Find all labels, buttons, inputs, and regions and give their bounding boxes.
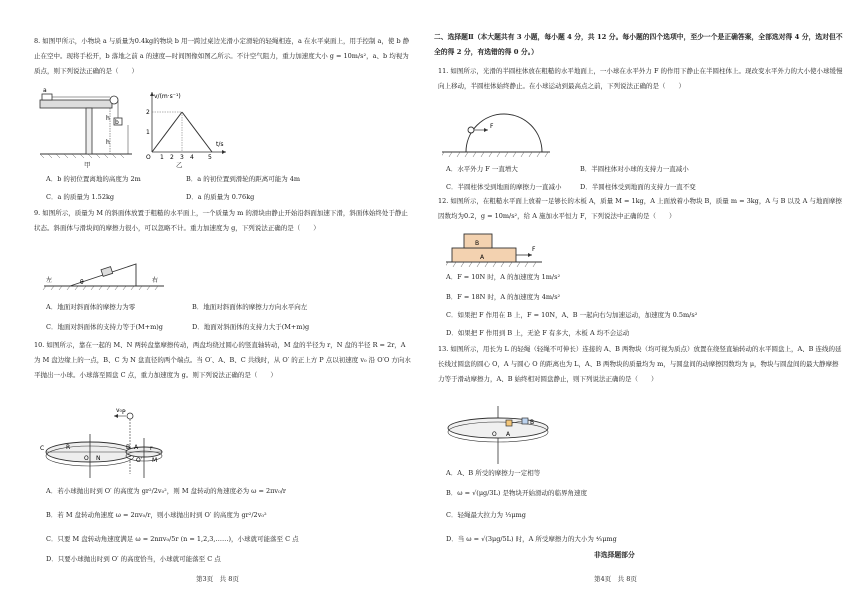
q12-option-b[interactable]: B．F = 18N 时，A 的加速度为 4m/s²: [446, 293, 561, 301]
x-tick-1: 1: [160, 154, 164, 160]
label-left: 左: [46, 277, 53, 284]
q8-option-d[interactable]: D．a 的质量为 0.76kg: [186, 193, 255, 201]
question-8-figure-apparatus: [36, 86, 136, 158]
origin-label: O: [146, 154, 151, 160]
q12-option-c[interactable]: C．如果把 F 作用在 B 上，F = 10N，A、B 一起向右匀加速运动，加速度为 0.5m/s²: [446, 311, 698, 319]
label-right: 右: [152, 277, 159, 284]
q11-option-c[interactable]: C．半圆柱体受到地面的摩擦力一直减小: [446, 183, 562, 191]
label-r-big: R: [66, 444, 71, 451]
q12-option-a[interactable]: A．F = 10N 时，A 的加速度为 1m/s²: [446, 273, 561, 281]
q13-option-a[interactable]: A．A、B 所受的摩擦力一定相等: [446, 469, 541, 477]
q8-option-c[interactable]: C．a 的质量为 1.52kg: [46, 193, 115, 201]
half-cylinder: [466, 114, 542, 152]
point-p: [127, 413, 133, 419]
label-p: P: [122, 409, 126, 416]
label-force-f: F: [490, 123, 494, 130]
label-o: O: [84, 455, 89, 462]
label-r-small: r: [150, 445, 153, 452]
block-a: [506, 420, 512, 426]
label-theta: θ: [80, 279, 84, 286]
figure-label-jia: 甲: [84, 161, 91, 169]
v-axis-label: v/(m·s⁻¹): [154, 93, 181, 100]
q11-option-a[interactable]: A．水平外力 F 一直增大: [446, 165, 518, 173]
q9-option-b[interactable]: B．地面对斜面体的摩擦力方向水平向左: [192, 303, 308, 311]
label-a: A: [480, 254, 485, 261]
q9-option-d[interactable]: D．地面对斜面体的支持力大于(M+m)g: [192, 323, 310, 331]
t-axis-label: t/s: [216, 141, 224, 148]
q12-option-d[interactable]: D．如果把 F 作用到 B 上，无论 F 有多大，木板 A 均不会运动: [446, 329, 630, 337]
label-m: M: [152, 457, 158, 464]
question-12-stem: 12. 如图所示，在粗糙水平面上放着一足够长的木板 A，质量 M = 1kg，A 上面放着小物块 B，质量 m = 3kg，A 与 B 以及 A 与地面摩擦因数均为0.2，g = 10m/s²，给 A 施加水平恒力 F，下列说法中正确的是（ ）: [438, 197, 842, 220]
question-13-turntable-figure: [444, 406, 556, 466]
x-tick-4: 4: [190, 154, 194, 160]
question-9-stem: 9. 如图所示，质量为 M 的斜面体放置于粗糙的水平面上，一个质量为 m 的滑块由静止开始沿斜面加速下滑，斜面体始终处于静止状态。斜面体与滑块间的摩擦力很小，可以忽略不计。重力加速度为 g，下列说法正确的是（ ）: [34, 209, 408, 232]
q10-option-b[interactable]: B．若 M 盘转动角速度 ω = 2πv₀/r，则小球抛出时到 O′ 的高度为 gr²/2v₀²: [46, 511, 267, 519]
x-tick-2: 2: [170, 154, 174, 160]
label-n: N: [96, 455, 101, 462]
q8-option-a[interactable]: A．b 的初位置离地的高度为 2m: [46, 175, 141, 183]
q10-option-a[interactable]: A．若小球抛出时到 O′ 的高度为 gr²/2v₀²，则 M 盘转动的角速度必为 ω = 2πv₀/r: [46, 487, 286, 495]
table-top: [40, 100, 112, 108]
label-o: O: [492, 431, 497, 438]
label-a: a: [43, 87, 47, 94]
table-leg: [86, 108, 92, 154]
q9-option-a[interactable]: A．地面对斜面体的摩擦力为零: [46, 303, 136, 311]
q10-option-d[interactable]: D．只要小球抛出时到 O′ 的高度恰当，小球就可能落至 C 点: [46, 555, 221, 563]
question-8-stem: 8. 如图甲所示，小物块 a 与质量为0.4kg的物块 b 用一跨过桌边光滑小定滑轮的轻绳相连，a 在水平桌面上，用手控制 a，使 b 静止在空中。现将手松开，b 落地之前 a 的速度—时间图像如图乙所示。不计空气阻力，重力加速度大小 g = 10m/s²，a、b 均视为质点，则下列说法正确的是（ ）: [34, 37, 410, 75]
q11-option-d[interactable]: D．半圆柱体受到地面的支持力一直不变: [580, 183, 696, 191]
y-tick-1: 1: [146, 129, 150, 136]
exam-page-4: [430, 0, 860, 608]
label-b: B: [530, 419, 535, 426]
question-11-stem: 11. 如图所示，光滑的半圆柱体放在粗糙的水平地面上，一小球在水平外力 F 的作用下静止在半圆柱体上。现改变水平外力的大小使小球缓慢向上移动，半圆柱体始终静止。在小球运动到最高点之前，下列说法正确的是（ ）: [438, 67, 843, 90]
question-10-discs-figure: [40, 408, 170, 480]
small-ball: [468, 127, 474, 133]
label-b: B: [475, 240, 480, 247]
page-footer-4: 第4页 共 8页: [594, 575, 637, 583]
label-h-lower: h: [106, 139, 110, 146]
label-force-f: F: [532, 246, 536, 253]
page-footer-3: 第3页 共 8页: [196, 575, 239, 583]
question-12-blocks-figure: [446, 228, 546, 270]
label-c: C: [40, 445, 45, 452]
block-a: [42, 94, 52, 100]
figure-label-yi: 乙: [176, 161, 183, 169]
x-tick-5: 5: [208, 154, 212, 160]
q8-option-b[interactable]: B．a 的初位置到滑轮的距离可能为 4m: [186, 175, 301, 183]
question-11-half-cylinder-figure: [442, 110, 552, 160]
q13-option-b[interactable]: B．ω = √(μg/3L) 是物块开始滑动的临界角速度: [446, 489, 587, 497]
non-choice-part-title: 非选择题部分: [594, 551, 635, 559]
block-b: [522, 418, 528, 424]
label-a: A: [506, 431, 511, 438]
label-v0: v₀: [116, 408, 122, 414]
question-9-incline-figure: [40, 254, 170, 294]
q13-option-d[interactable]: D．当 ω = √(3μg/5L) 时，A 所受摩擦力的大小为 ⁴⁄₅μmg: [446, 535, 617, 543]
question-13-stem: 13. 如图所示，用长为 L 的轻绳（轻绳不可伸长）连接的 A、B 两物块（均可视为质点）放置在绕竖直轴转动的水平圆盘上，A、B 连线的延长线过圆盘的圆心 O，A 与圆心 O 的距离也为 L，A、B 两物块的质量均为 m，与圆盘间的动摩擦因数均为 μ，物块与圆盘间的最大静摩擦力等于滑动摩擦力，A、B 始终相对圆盘静止，则下列说法正确的是（ ）: [438, 345, 842, 383]
label-o-prime: O′: [136, 457, 143, 464]
question-10-stem: 10. 如图所示，靠在一起的 M、N 两转盘靠摩擦传动，两盘均绕过圆心的竖直轴转动，M 盘的半径为 r，N 盘的半径 R = 2r，A 为 M 盘边缘上的一点，B、C 为 N 盘直径的两个端点。当 O′、A、B、C 共线时，从 O′ 的正上方 P 点以初速度 v₀ 沿 O′O 方向水平抛出一小球。小球落至圆盘 C 点，重力加速度为 g。则下列说法正确的是（ ）: [34, 341, 411, 379]
q13-option-c[interactable]: C．轻绳最大拉力为 ⅓μmg: [446, 511, 526, 519]
q10-option-c[interactable]: C．只要 M 盘转动角速度满足 ω = 2nπv₀/5r (n = 1,2,3,……)，小球就可能落至 C 点: [46, 535, 299, 543]
label-b: B: [126, 444, 131, 451]
label-b: b: [115, 119, 119, 126]
x-tick-3: 3: [180, 154, 184, 160]
pulley: [110, 96, 118, 104]
section-2-header: 二、选择题Ⅱ（本大题共有 3 小题，每小题 4 分，共 12 分。每小题的四个选项中，至少一个是正确答案，全部选对得 4 分，选对但不全的得 2 分，有选错的得 0 分。）: [434, 33, 843, 56]
question-8-vt-graph: [140, 88, 230, 160]
y-tick-2: 2: [146, 109, 150, 116]
q11-option-b[interactable]: B．半圆柱体对小球的支持力一直减小: [580, 165, 689, 173]
label-a: A: [134, 444, 139, 451]
q9-option-c[interactable]: C．地面对斜面体的支持力等于(M+m)g: [46, 323, 163, 331]
label-h-upper: h: [106, 115, 110, 122]
